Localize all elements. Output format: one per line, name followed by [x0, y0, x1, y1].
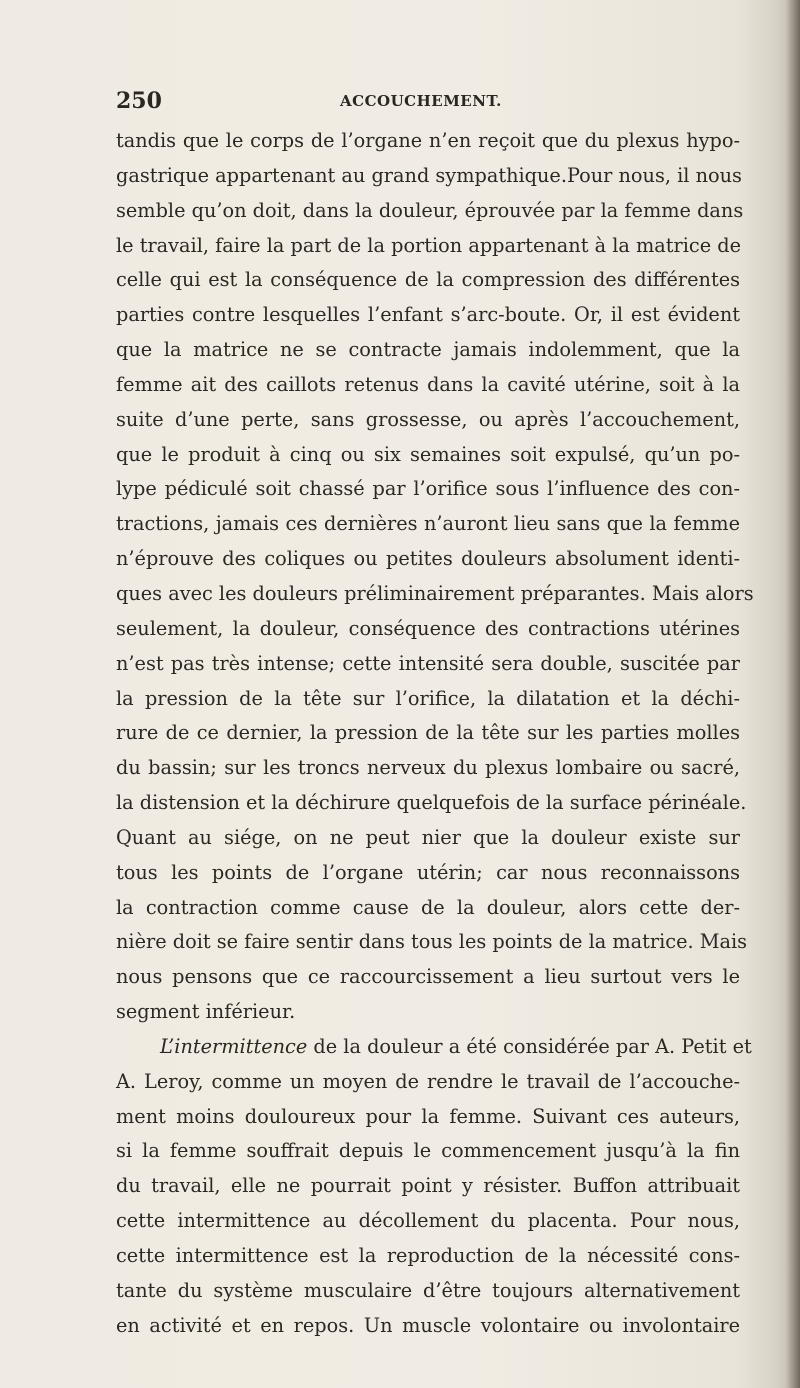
text-line: seulement, la douleur, conséquence des contractions utérines: [116, 616, 740, 640]
text-line: tous les points de l’organe utérin; car nous reconnaissons: [116, 860, 740, 884]
text-line: semble qu’on doit, dans la douleur, éprouvée par la femme dans: [116, 198, 744, 222]
text-line: Quant au siége, on ne peut nier que la douleur existe sur: [116, 825, 740, 849]
text-line: lype pédiculé soit chassé par l’orifice sous l’influence des con-: [116, 477, 740, 501]
text-line: rure de ce dernier, la pression de la tête sur les parties molles: [116, 721, 740, 745]
text-line: nière doit se faire sentir dans tous les points de la matrice. Mais: [116, 930, 748, 954]
text-line: tante du système musculaire d’être toujours alternativement: [116, 1278, 740, 1302]
text-line: du travail, elle ne pourrait point y résister. Buffon attribuait: [116, 1174, 740, 1198]
text-line: la pression de la tête sur l’orifice, la dilatation et la déchi-: [116, 686, 740, 710]
text-line: cette intermittence au décollement du placenta. Pour nous,: [116, 1209, 740, 1233]
text-line: suite d’une perte, sans grossesse, ou après l’accouchement,: [116, 407, 740, 431]
text-line: du bassin; sur les troncs nerveux du plexus lombaire ou sacré,: [116, 756, 740, 780]
text-line: tractions, jamais ces dernières n’auront lieu sans que la femme: [116, 512, 740, 536]
text-line: tandis que le corps de l’organe n’en reçoit que du plexus hypo-: [116, 129, 740, 152]
text-line: la distension et la déchirure quelquefois de la surface périnéale.: [116, 791, 747, 815]
text-line: A. Leroy, comme un moyen de rendre le travail de l’accouche-: [116, 1069, 740, 1093]
text-line: cette intermittence est la reproduction de la nécessité cons-: [116, 1244, 740, 1267]
text-line: gastrique appartenant au grand sympathique.Pour nous, il nous: [116, 163, 742, 187]
text-line: si la femme souffrait depuis le commencement jusqu’à la fin: [116, 1139, 740, 1163]
text-line: ques avec les douleurs préliminairement préparantes. Mais alors: [116, 581, 754, 605]
page-header: [116, 88, 736, 118]
text-line: en activité et en repos. Un muscle volontaire ou involontaire: [116, 1313, 740, 1337]
text-line: celle qui est la conséquence de la compression des différentes: [116, 268, 740, 292]
text-line: le travail, faire la part de la portion appartenant à la matrice de: [116, 233, 742, 257]
page-edge-shadow: [786, 0, 800, 1388]
paragraph-end-line: segment inférieur.: [116, 1000, 296, 1024]
text-line: n’est pas très intense; cette intensité sera double, suscitée par: [116, 651, 740, 675]
text-fragment: de la douleur a été considérée par A. Petit et: [307, 1034, 752, 1058]
text-line: que la matrice ne se contracte jamais indolemment, que la: [116, 338, 740, 362]
text-line: la contraction comme cause de la douleur, alors cette der-: [116, 895, 740, 919]
text-line: parties contre lesquelles l’enfant s’arc-boute. Or, il est évident: [116, 303, 740, 327]
running-head: ACCOUCHEMENT.: [340, 92, 502, 110]
text-line: n’éprouve des coliques ou petites douleurs absolument identi-: [116, 547, 740, 571]
paragraph-start-line: [116, 1030, 752, 1065]
page-number: 250: [116, 88, 162, 114]
text-line: femme ait des caillots retenus dans la cavité utérine, soit à la: [116, 372, 740, 396]
italic-term: L’intermittence: [160, 1034, 308, 1058]
text-line: que le produit à cinq ou six semaines soit expulsé, qu’un po-: [116, 442, 740, 466]
body-text: [116, 124, 754, 1344]
text-line: nous pensons que ce raccourcissement a lieu surtout vers le: [116, 965, 740, 989]
text-line: ment moins douloureux pour la femme. Suivant ces auteurs,: [116, 1104, 740, 1128]
